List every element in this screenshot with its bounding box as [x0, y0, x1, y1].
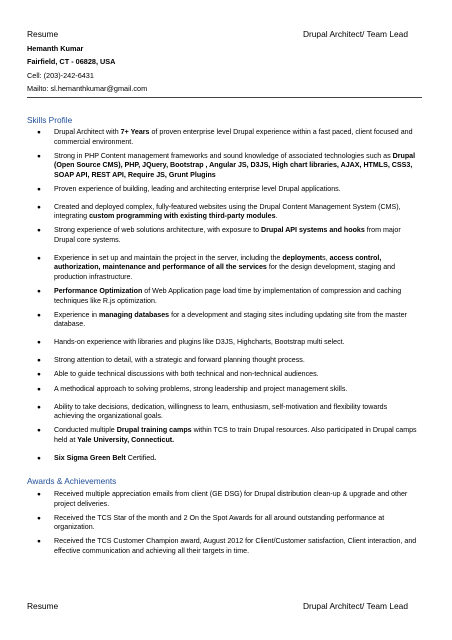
- contact-block: [27, 42, 147, 96]
- header-left-label: Resume: [27, 29, 59, 39]
- item-text-segment: for the design development, staging and production infrastructure.: [54, 263, 396, 281]
- bullet-icon: ●: [37, 152, 41, 160]
- bullet-icon: ●: [37, 403, 41, 411]
- item-text-segment: 7+ Years: [120, 128, 150, 136]
- item-text-segment: deployment: [282, 253, 323, 262]
- item-text-segment: custom programming with existing third-party modules: [89, 212, 276, 221]
- bullet-icon: ●: [37, 491, 41, 498]
- item-text-segment: Created and deployed complex, fully-featured websites using the Drupal Content Management System (CMS), integrating: [54, 202, 401, 221]
- bullet-icon: ●: [37, 129, 41, 136]
- skills-item: [27, 254, 422, 283]
- item-text-segment: for a development and staging sites including updating site from the master database.: [54, 310, 407, 329]
- skills-item: [27, 185, 422, 195]
- item-text-segment: Experience in set up and maintain the project in the server, including the: [54, 253, 283, 262]
- skills-list: [27, 128, 422, 468]
- item-text-segment: s,: [322, 253, 330, 262]
- item-text-segment: Yale University, Connecticut.: [77, 435, 175, 444]
- awards-section-title: Awards & Achievements: [27, 476, 117, 486]
- item-text-segment: .: [275, 212, 278, 221]
- skills-item: [27, 226, 422, 245]
- item-text-segment: A methodical approach to solving problems, strong leadership and project management skills.: [54, 384, 348, 393]
- bullet-icon: ●: [37, 288, 41, 296]
- skills-item: [27, 370, 422, 380]
- skills-section-title: Skills Profile: [27, 115, 73, 125]
- candidate-name: Hemanth Kumar: [27, 44, 84, 53]
- item-text-segment: .: [154, 453, 157, 462]
- item-text-segment: Proven experience of building, leading and architecting enterprise level Drupal applications.: [54, 184, 341, 193]
- skills-item: [27, 385, 422, 395]
- item-text-segment: Drupal API systems and hooks: [261, 226, 365, 235]
- header-right-label: Drupal Architect/ Team Lead: [302, 29, 408, 39]
- item-text-segment: Strong experience of web solutions architecture, with exposure to: [54, 226, 262, 235]
- skills-item: [27, 152, 422, 181]
- skills-item: [27, 128, 422, 147]
- awards-item: [27, 514, 422, 533]
- item-text-segment: Six Sigma Green Belt: [54, 453, 126, 462]
- item-text-segment: Received the TCS Customer Champion award, August 2012 for Client/Customer satisfaction, Client interaction, and effective communication and achieving all their targets in time.: [54, 537, 417, 555]
- skills-item: [27, 356, 422, 366]
- bullet-icon: ●: [37, 427, 41, 435]
- footer-left-label: Resume: [27, 601, 59, 611]
- item-text-segment: Strong attention to detail, with a strategic and forward planning thought process.: [54, 356, 305, 365]
- item-text-segment: Able to guide technical discussions with both technical and non-technical audiences.: [54, 370, 319, 379]
- item-text-segment: Received the TCS Star of the month and 2 On the Spot Awards for all around outstanding performance at organization.: [54, 513, 385, 532]
- item-text-segment: Drupal Architect with: [54, 128, 121, 136]
- bullet-icon: ●: [37, 339, 41, 347]
- item-text-segment: of Web Application page load time by implementation of compression and caching techniques like R.js optimization.: [54, 287, 402, 305]
- awards-list: [27, 490, 422, 561]
- bullet-icon: ●: [37, 254, 41, 262]
- bullet-icon: ●: [37, 385, 41, 393]
- bullet-icon: ●: [37, 454, 41, 462]
- bullet-icon: ●: [37, 311, 41, 319]
- skills-item: [27, 403, 422, 422]
- item-text-segment: Hands-on experience with libraries and plugins like D3JS, Highcharts, Bootstrap multi select.: [54, 338, 345, 347]
- item-text-segment: Ability to take decisions, dedication, willingness to learn, enthusiasm, self-motivation and flexibility towards achieving the organizational goals.: [54, 402, 388, 421]
- skills-item: [27, 426, 422, 445]
- candidate-cell: Cell: (203)-242-6431: [27, 70, 94, 80]
- item-text-segment: Strong in PHP Content management frameworks and sound knowledge of associated technologies such as: [54, 151, 393, 160]
- bullet-icon: ●: [37, 371, 41, 379]
- skills-item: [27, 338, 422, 348]
- skills-item: [27, 287, 422, 306]
- item-text-segment: Received multiple appreciation emails from client (GE DSG) for Drupal distribution clean-up & upgrade and other project deliveries.: [54, 490, 408, 508]
- item-text-segment: Experience in: [54, 310, 99, 319]
- item-text-segment: Performance Optimization: [54, 287, 143, 296]
- item-text-segment: within TCS to train Drupal resources. Also participated in Drupal camps held at: [54, 426, 417, 444]
- item-text-segment: access control, authorization, maintenance and performance of all the services: [54, 253, 382, 272]
- item-text-segment: managing databases: [98, 310, 170, 319]
- item-text-segment: from major Drupal core systems.: [54, 226, 401, 244]
- bullet-icon: ●: [37, 203, 41, 211]
- item-text-segment: Conducted multiple: [54, 426, 117, 435]
- bullet-icon: ●: [37, 357, 41, 365]
- skills-item: [27, 203, 422, 222]
- item-text-segment: Certified: [125, 453, 155, 462]
- awards-item: [27, 490, 422, 509]
- item-text-segment: of proven enterprise level Drupal experience within a fast paced, client focused and commercial environment.: [54, 128, 413, 146]
- candidate-location: Fairfield, CT - 06828, USA: [27, 57, 116, 67]
- footer-right-label: Drupal Architect/ Team Lead: [302, 601, 408, 611]
- item-text-segment: Drupal (Open Source CMS), PHP, JQuery, Bootstrap , Angular JS, D3JS, High chart libraries, AJAX, HTMLS, CSS3, SOAP API, REST API, Require JS, Grunt Plugins: [54, 151, 416, 179]
- candidate-email[interactable]: Mailto: sl.hemanthkumar@gmail.com: [27, 84, 148, 94]
- awards-item: [27, 537, 422, 556]
- bullet-icon: ●: [37, 185, 41, 193]
- skills-item: [27, 311, 422, 330]
- header-divider: [27, 97, 422, 98]
- bullet-icon: ●: [37, 514, 41, 522]
- bullet-icon: ●: [37, 538, 41, 546]
- bullet-icon: ●: [37, 227, 41, 235]
- skills-item: [27, 454, 422, 464]
- item-text-segment: Drupal training camps: [116, 426, 192, 435]
